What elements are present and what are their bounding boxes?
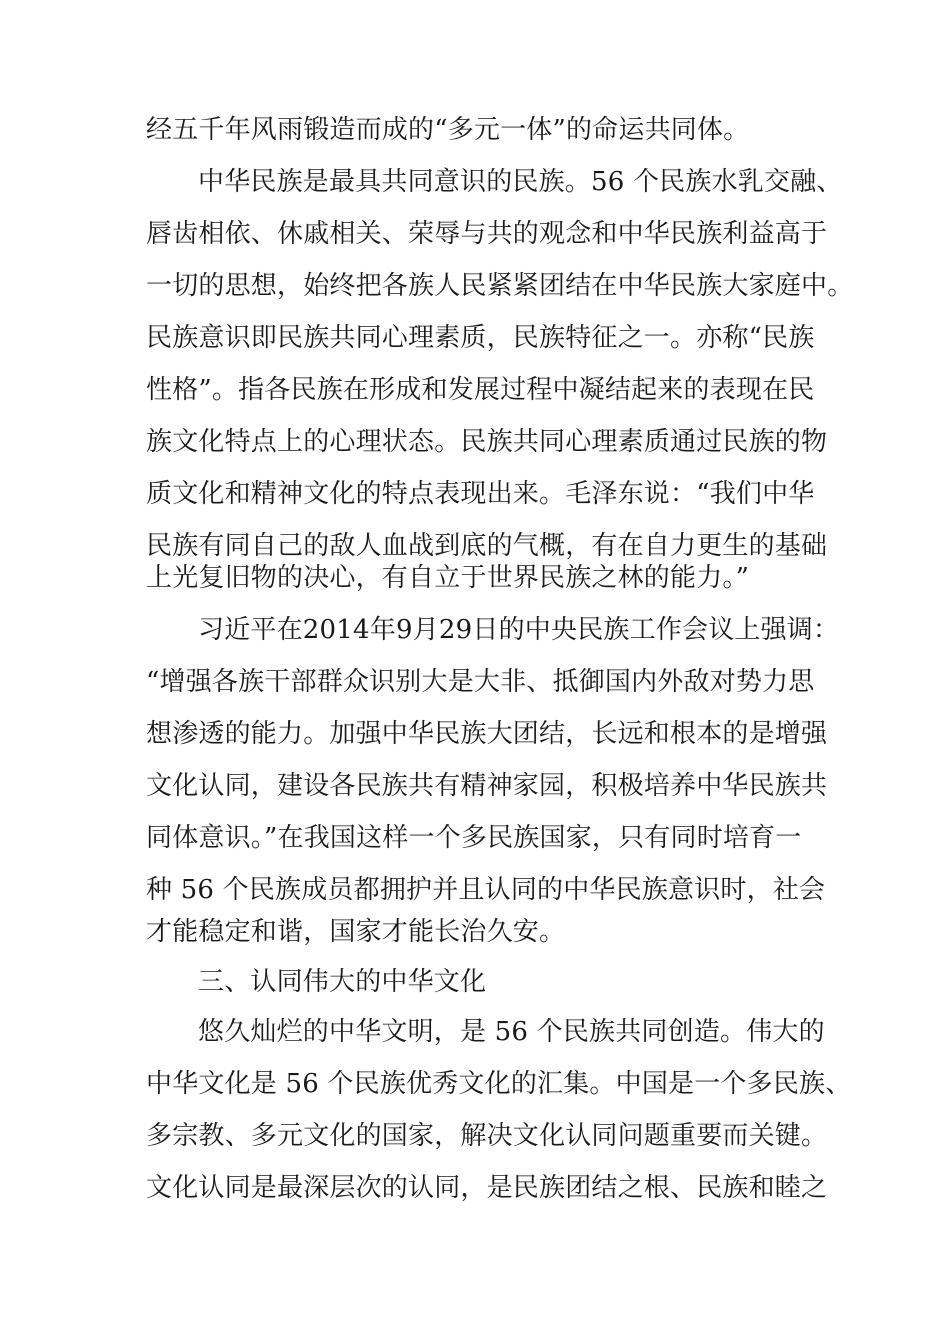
text-line: 种 56 个民族成员都拥护并且认同的中华民族意识时，社会 <box>146 875 826 905</box>
text-line: 民族意识即民族共同心理素质，民族特征之一。亦称“民族 <box>146 323 815 353</box>
text-line: 同体意识。”在我国这样一个多民族国家，只有同时培育一 <box>146 823 802 853</box>
text-line: 族文化特点上的心理状态。民族共同心理素质通过民族的物 <box>146 427 828 457</box>
text-line: 想渗透的能力。加强中华民族大团结，长远和根本的是增强 <box>146 719 828 749</box>
text-line: 文化认同是最深层次的认同，是民族团结之根、民族和睦之 <box>146 1173 828 1203</box>
text-line: 性格”。指各民族在形成和发展过程中凝结起来的表现在民 <box>146 375 815 405</box>
text-line: 质文化和精神文化的特点表现出来。毛泽东说：“我们中华 <box>146 479 815 509</box>
text-line: “增强各族干部群众识别大是大非、抵御国内外敌对势力思 <box>146 667 815 697</box>
section-heading: 三、认同伟大的中华文化 <box>198 967 487 997</box>
text-line: 悠久灿烂的中华文明，是 56 个民族共同创造。伟大的 <box>198 1017 825 1047</box>
text-line: 唇齿相依、休戚相关、荣辱与共的观念和中华民族利益高于 <box>146 219 828 249</box>
text-line: 上光复旧物的决心，有自立于世界民族之林的能力。” <box>146 563 750 593</box>
text-line: 民族有同自己的敌人血战到底的气概，有在自力更生的基础 <box>146 531 828 561</box>
text-line: 才能稳定和谐，国家才能长治久安。 <box>146 917 566 947</box>
text-line: 中华民族是最具共同意识的民族。56 个民族水乳交融、 <box>198 167 843 197</box>
text-line: 习近平在2014年9月29日的中央民族工作会议上强调： <box>198 615 840 645</box>
text-line: 中华文化是 56 个民族优秀文化的汇集。中国是一个多民族、 <box>146 1069 852 1099</box>
text-line: 一切的思想，始终把各族人民紧紧团结在中华民族大家庭中。 <box>146 271 854 301</box>
text-line: 文化认同，建设各民族共有精神家园，积极培养中华民族共 <box>146 771 828 801</box>
text-line: 多宗教、多元文化的国家，解决文化认同问题重要而关键。 <box>146 1121 828 1151</box>
text-line: 经五千年风雨锻造而成的“多元一体”的命运共同体。 <box>146 115 750 145</box>
